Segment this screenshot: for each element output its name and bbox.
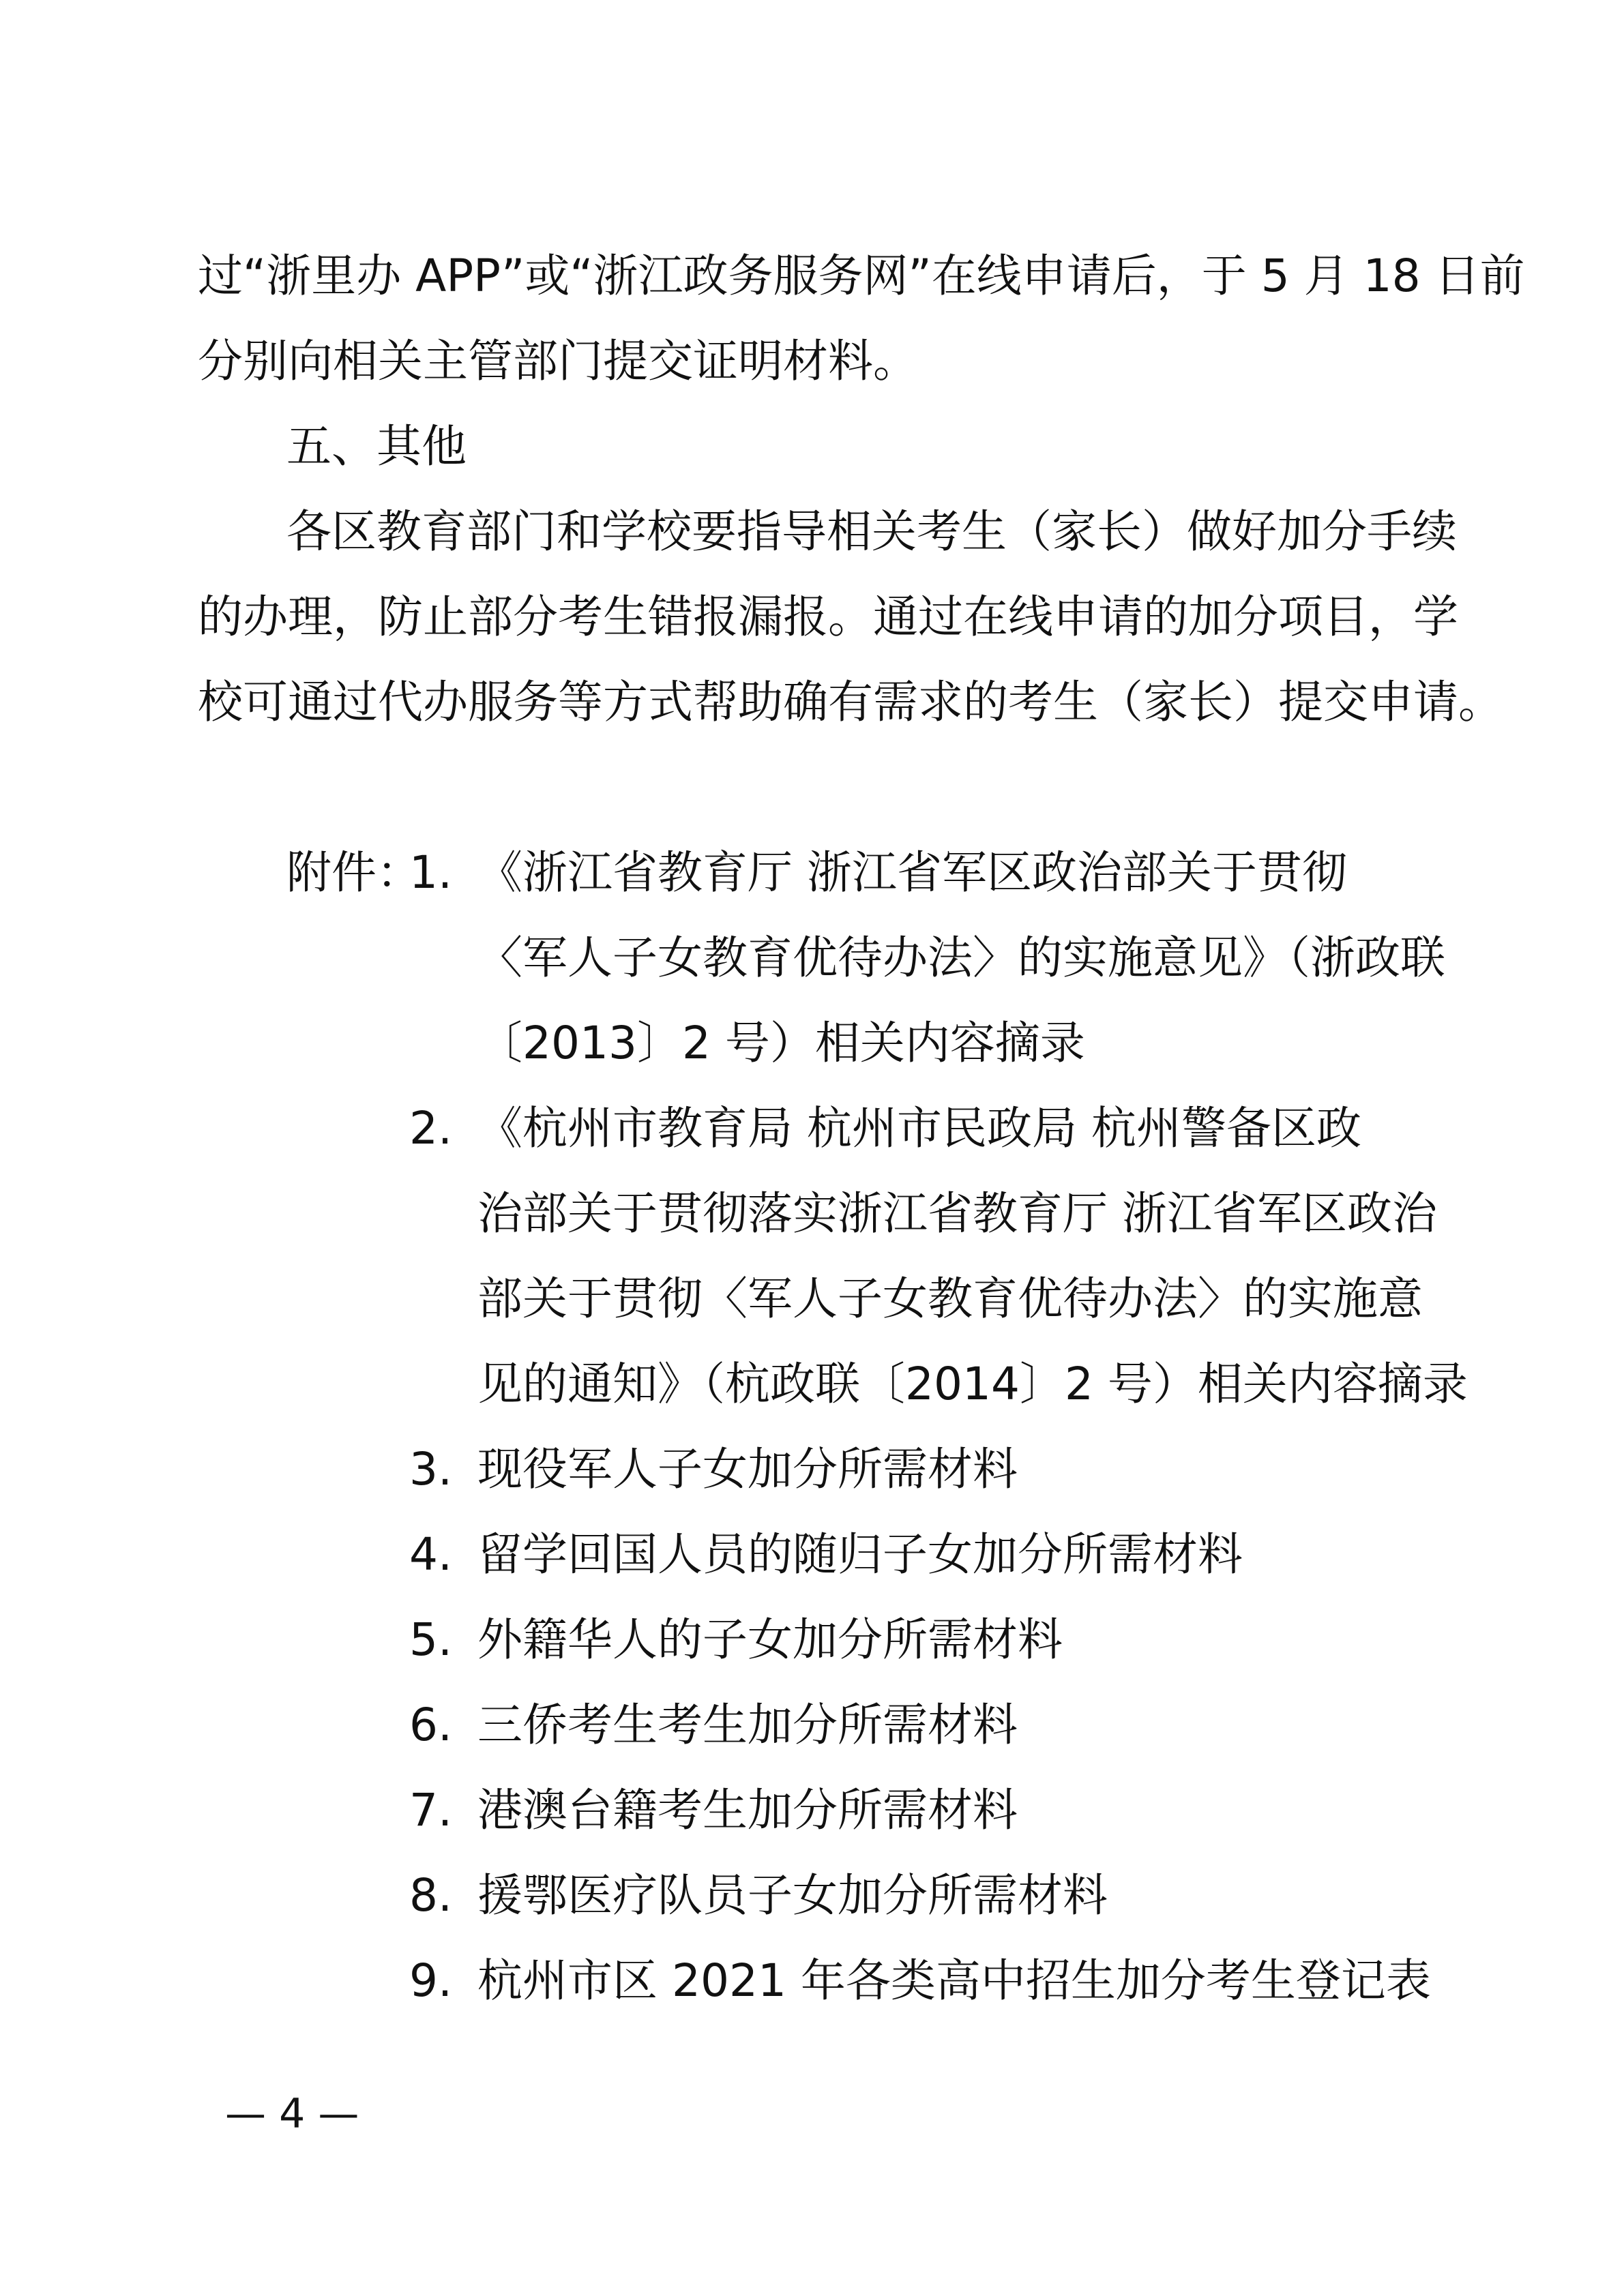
paragraph-line: 的办理，防止部分考生错报漏报。通过在线申请的加分项目，学	[198, 591, 1458, 643]
attachment-text: 《杭州市教育局 杭州市民政局 杭州警备区政	[477, 1102, 1361, 1154]
attachment-text: 现役军人子女加分所需材料	[477, 1443, 1018, 1495]
paragraph-line: 过“浙里办 APP”或“浙江政务服务网”在线申请后，于 5 月 18 日前	[198, 250, 1525, 302]
attachment-text: 援鄂医疗队员子女加分所需材料	[477, 1869, 1108, 1922]
attachment-number: 8.	[409, 1869, 452, 1922]
attachment-text: 港澳台籍考生加分所需材料	[477, 1784, 1018, 1836]
attachment-number: 6.	[409, 1699, 452, 1751]
attachments-label: 附件：	[286, 846, 422, 899]
attachment-text: 部关于贯彻〈军人子女教育优待办法〉的实施意	[477, 1272, 1423, 1325]
attachment-text: 杭州市区 2021 年各类高中招生加分考生登记表	[477, 1954, 1431, 2007]
attachment-text: 《浙江省教育厅 浙江省军区政治部关于贯彻	[477, 846, 1347, 899]
attachment-text: 治部关于贯彻落实浙江省教育厅 浙江省军区政治	[477, 1187, 1437, 1240]
attachment-number: 2.	[409, 1102, 452, 1154]
attachment-text: 外籍华人的子女加分所需材料	[477, 1613, 1063, 1666]
attachment-text: 〔2013〕2 号）相关内容摘录	[477, 1017, 1085, 1069]
section-heading: 五、其他	[286, 420, 467, 473]
attachment-text: 三侨考生考生加分所需材料	[477, 1699, 1018, 1751]
attachment-text: 留学回国人员的随归子女加分所需材料	[477, 1528, 1243, 1581]
attachment-number: 7.	[409, 1784, 452, 1836]
attachment-number: 9.	[409, 1954, 452, 2007]
attachment-number: 1.	[409, 846, 452, 899]
attachment-text: 见的通知》（杭政联〔2014〕2 号）相关内容摘录	[477, 1358, 1468, 1410]
page-number: — 4 —	[225, 2090, 359, 2138]
attachment-number: 3.	[409, 1443, 452, 1495]
paragraph-line: 校可通过代办服务等方式帮助确有需求的考生（家长）提交申请。	[198, 676, 1503, 728]
attachment-text: 〈军人子女教育优待办法〉的实施意见》（浙政联	[477, 931, 1445, 984]
attachment-number: 5.	[409, 1613, 452, 1666]
attachment-number: 4.	[409, 1528, 452, 1581]
paragraph-line: 各区教育部门和学校要指导相关考生（家长）做好加分手续	[286, 505, 1457, 558]
paragraph-line: 分别向相关主管部门提交证明材料。	[198, 335, 918, 387]
